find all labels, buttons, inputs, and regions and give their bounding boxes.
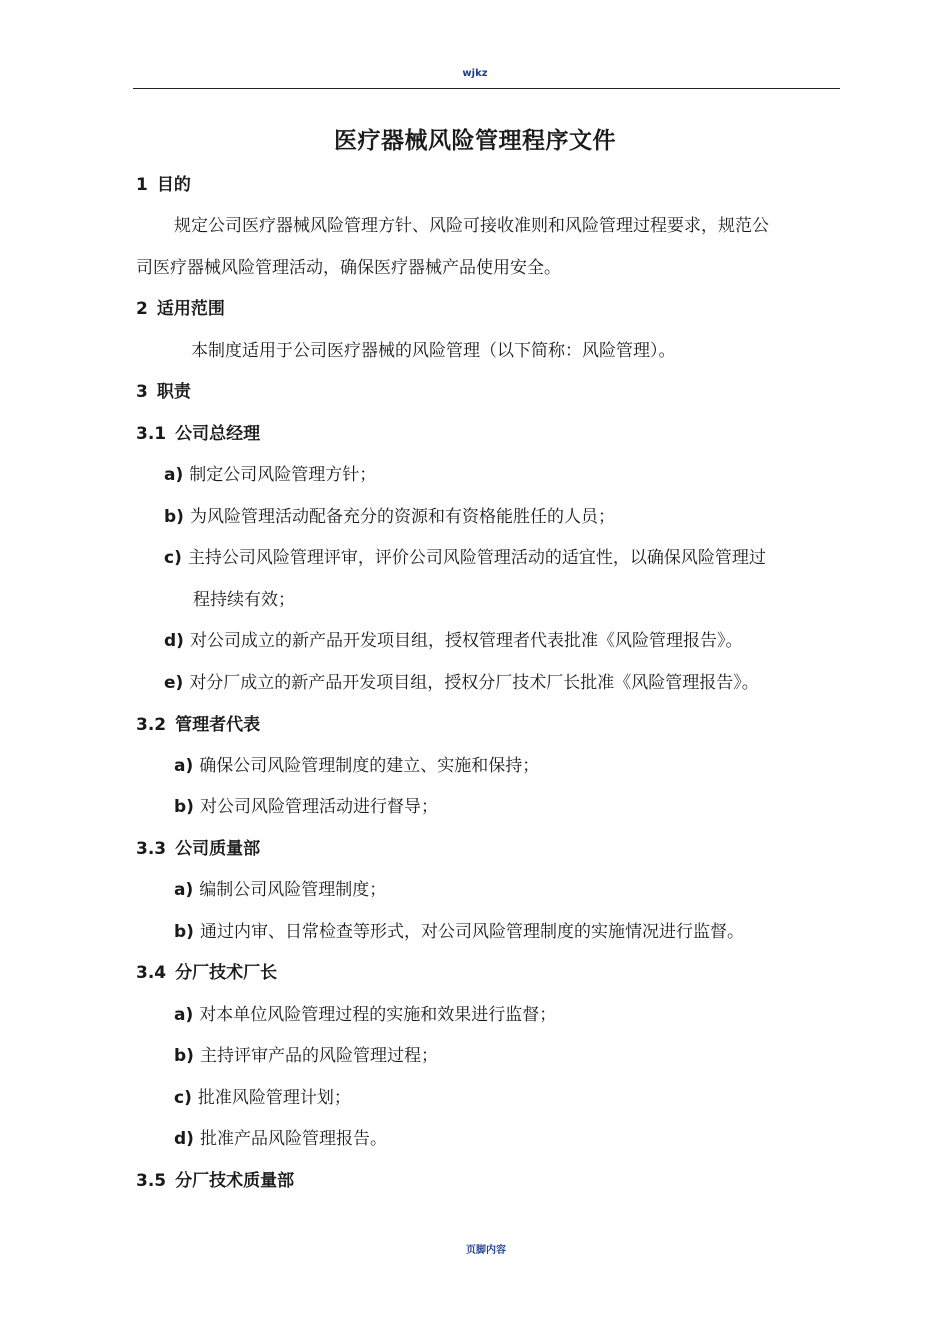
list-text: 编制公司风险管理制度； xyxy=(199,880,387,900)
section-number: 3.5 xyxy=(136,1171,167,1191)
list-item xyxy=(174,1045,438,1067)
subsection-3-4-heading xyxy=(136,962,277,984)
section-title: 目的 xyxy=(156,175,191,195)
header-rule xyxy=(133,88,840,89)
list-label: b) xyxy=(174,1046,194,1066)
paragraph-line: 本制度适用于公司医疗器械的风险管理（以下简称：风险管理）。 xyxy=(191,341,676,361)
list-item xyxy=(174,1128,387,1150)
section-title: 公司质量部 xyxy=(175,839,261,859)
section-title: 分厂技术厂长 xyxy=(175,963,278,983)
paragraph-line: 司医疗器械风险管理活动，确保医疗器械产品使用安全。 xyxy=(136,258,561,278)
section-number: 3.2 xyxy=(136,715,167,735)
list-item xyxy=(164,547,766,569)
list-text: 批准风险管理计划； xyxy=(197,1088,351,1108)
section-number: 3.1 xyxy=(136,424,167,444)
section-title: 公司总经理 xyxy=(175,424,261,444)
section-title: 分厂技术质量部 xyxy=(175,1171,295,1191)
page-footer: 页脚内容 xyxy=(466,1245,506,1256)
subsection-3-1-heading xyxy=(136,423,260,445)
list-label: a) xyxy=(174,1005,194,1025)
list-label: c) xyxy=(174,1088,192,1108)
list-item xyxy=(174,1087,351,1109)
list-text: 通过内审、日常检查等形式，对公司风险管理制度的实施情况进行监督。 xyxy=(199,922,744,942)
list-text: 对分厂成立的新产品开发项目组，授权分厂技术厂长批准《风险管理报告》。 xyxy=(189,673,759,693)
list-item xyxy=(164,506,615,528)
list-item xyxy=(164,672,759,694)
list-item xyxy=(174,796,438,818)
list-label: b) xyxy=(164,507,184,527)
list-item xyxy=(174,755,539,777)
list-label: a) xyxy=(164,465,184,485)
list-label: d) xyxy=(164,631,184,651)
list-text: 制定公司风险管理方针； xyxy=(189,465,377,485)
section-number: 3.3 xyxy=(136,839,167,859)
section-number: 2 xyxy=(136,299,148,319)
list-text: 主持评审产品的风险管理过程； xyxy=(199,1046,438,1066)
list-text: 对本单位风险管理过程的实施和效果进行监督； xyxy=(199,1005,557,1025)
subsection-3-2-heading xyxy=(136,714,260,736)
section-2-heading xyxy=(136,298,225,320)
list-label: e) xyxy=(164,673,184,693)
section-title: 管理者代表 xyxy=(175,715,261,735)
paragraph-line: 规定公司医疗器械风险管理方针、风险可接收准则和风险管理过程要求，规范公 xyxy=(174,216,769,236)
section-3-heading xyxy=(136,381,191,403)
section-number: 1 xyxy=(136,175,148,195)
list-item xyxy=(164,464,376,486)
list-text: 批准产品风险管理报告。 xyxy=(199,1129,387,1149)
list-text: 确保公司风险管理制度的建立、实施和保持； xyxy=(199,756,540,776)
list-item xyxy=(174,879,386,901)
list-text: 主持公司风险管理评审，评价公司风险管理活动的适宜性，以确保风险管理过 xyxy=(187,548,766,568)
list-label: c) xyxy=(164,548,182,568)
section-1-heading xyxy=(136,174,191,196)
list-label: a) xyxy=(174,880,194,900)
list-text: 为风险管理活动配备充分的资源和有资格能胜任的人员； xyxy=(189,507,615,527)
section-number: 3 xyxy=(136,382,148,402)
list-label: b) xyxy=(174,922,194,942)
list-text: 对公司风险管理活动进行督导； xyxy=(199,797,438,817)
document-title: 医疗器械风险管理程序文件 xyxy=(334,128,616,154)
list-item xyxy=(174,921,744,943)
list-item xyxy=(174,1004,556,1026)
list-item xyxy=(164,630,742,652)
section-title: 职责 xyxy=(156,382,191,402)
list-item-continuation: 程持续有效； xyxy=(193,590,295,610)
section-number: 3.4 xyxy=(136,963,167,983)
list-label: b) xyxy=(174,797,194,817)
list-text: 对公司成立的新产品开发项目组，授权管理者代表批准《风险管理报告》。 xyxy=(189,631,743,651)
list-label: d) xyxy=(174,1129,194,1149)
list-label: a) xyxy=(174,756,194,776)
page-header: wjkz xyxy=(462,68,488,79)
section-title: 适用范围 xyxy=(156,299,225,319)
subsection-3-3-heading xyxy=(136,838,260,860)
subsection-3-5-heading xyxy=(136,1170,294,1192)
